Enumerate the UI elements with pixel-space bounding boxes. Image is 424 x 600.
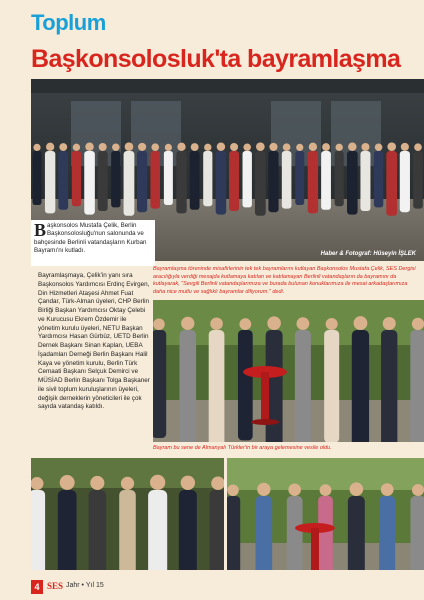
photo-credit: Haber & Fotograf: Hüseyin İŞLEK [320, 251, 416, 257]
section-title: Toplum [31, 10, 106, 35]
magazine-logo: SES [47, 581, 64, 591]
photo-caption-first: Bayramlaşma töreninde misafirlerinin tek tek bayramlarını kutlayan Başkonsolos Mustafa Çelik, SES Dergisi aracılığıyla verdiği mesajda kutlamaya katılan ve katılamayan Berlinli vatandaşların da bayramını da kutlayarak, "Sevgili Berlinli vatandaşlarımıza ve burada bulunan konuklarımıza ile mesai arkadaşlarımıza daha nice mutlu ve sağlıklı bayramlar diliyorum." dedi. [153, 266, 416, 295]
photo-bottom-left [31, 458, 224, 570]
article-body: Bayramlaşmaya, Çelik'in yanı sıra Başkonsolos Yardımcısı Erdinç Evirgen, Din Hizmetleri Ataşesi Ahmet Fuat Çandar, Türk-Alman üyeleri, CHP Berlin Birliği Başkan Yardımcısı Oktay Çelebi ve Kurucusu Ekrem Özdemir ile yönetim kurulu üyeleri, NETU Başkan Yardımcısı Hasan Gürbüz, UETD Berlin Dernek Başkanı Sinan Kaplan, UEBA İşadamları Derneği Berlin Başkanı Halil Kaya ve yönetim kurulu, Berlin Türk Cemaati Başkanı Selçuk Demirci ve MÜSİAD Berlin Başkanı Tolga Başkaner ile sivil toplum kuruluşlarının üyeleri, değişik derneklerin yöneticileri ile çok sayıda vatandaş katıldı. [38, 272, 150, 411]
group-photo-garden [153, 300, 424, 442]
page-number: 4 [31, 580, 43, 594]
article-headline: Başkonsolosluk'ta bayramlaşma [31, 45, 401, 73]
issue-label: Jahr • Yıl 15 [66, 582, 104, 589]
intro-text: aşkonsolos Mustafa Çelik, Berlin Başkonsolosluğu'nun salonunda ve bahçesinde Berlinli vatandaşların Kurban Bayramı'nı kutladı. [34, 222, 147, 255]
photo-caption-second: Bayram bu sene de Almanyalı Türkler'in bir araya gelemesine vesile oldu. [153, 445, 332, 451]
drop-cap: B [34, 220, 47, 240]
photo-bottom-right [227, 458, 424, 570]
article-intro [31, 220, 155, 266]
